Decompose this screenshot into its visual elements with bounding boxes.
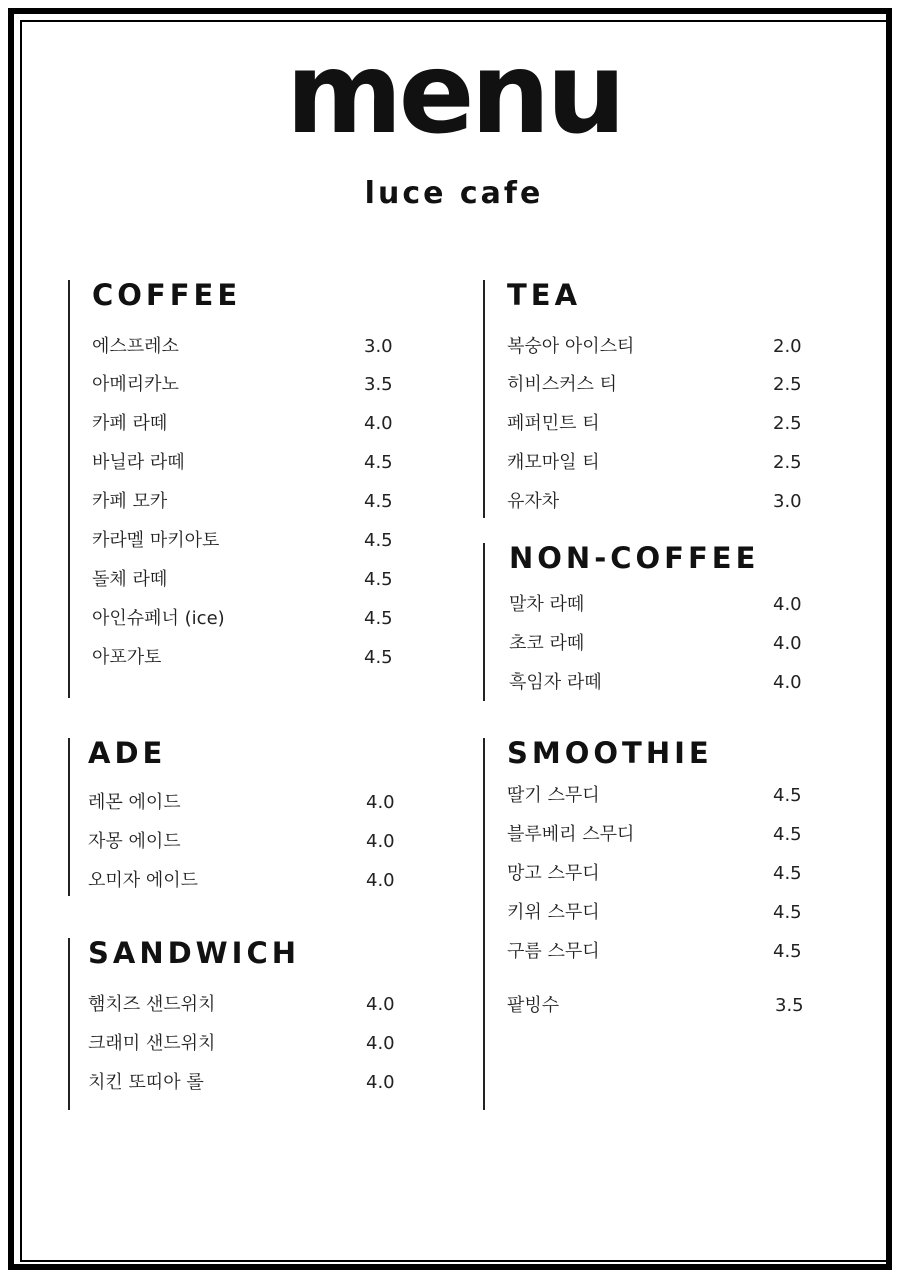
section-heading: SANDWICH	[88, 936, 301, 970]
section-divider	[68, 280, 70, 698]
section-heading: COFFEE	[92, 278, 242, 312]
section-divider	[68, 738, 70, 896]
menu-item-name: 오미자 에이드	[88, 870, 199, 891]
menu-item-name: 복숭아 아이스티	[507, 336, 635, 357]
menu-item-name: 돌체 라떼	[92, 569, 168, 590]
menu-item-name: 카라멜 마키아토	[92, 530, 220, 551]
section-sandwich	[68, 938, 408, 1110]
menu-item-price: 3.5	[364, 374, 393, 395]
menu-item-name: 햄치즈 샌드위치	[88, 994, 216, 1015]
menu-item-name: 초코 라떼	[509, 633, 585, 654]
menu-item-name: 카페 라떼	[92, 413, 168, 434]
menu-item-price: 4.5	[773, 902, 802, 923]
menu-item-name: 크래미 샌드위치	[88, 1033, 216, 1054]
menu-item-price: 2.0	[773, 336, 802, 357]
menu-item-price: 4.5	[364, 530, 393, 551]
menu-item-price: 4.0	[773, 594, 802, 615]
menu-item-price: 2.5	[773, 452, 802, 473]
menu-item-name: 카페 모카	[92, 491, 168, 512]
section-coffee	[68, 280, 408, 698]
menu-item-price: 4.5	[364, 569, 393, 590]
section-smoothie	[483, 738, 823, 1110]
menu-item-name: 아인슈페너 (ice)	[92, 608, 225, 629]
menu-item-price: 4.0	[773, 633, 802, 654]
menu-item-name: 바닐라 라떼	[92, 452, 185, 473]
menu-item-price: 4.0	[366, 870, 395, 891]
menu-item-price: 4.5	[364, 452, 393, 473]
menu-item-name: 딸기 스무디	[507, 785, 600, 806]
menu-item-name: 아포가토	[92, 647, 162, 668]
menu-item-name: 캐모마일 티	[507, 452, 600, 473]
menu-item-price: 2.5	[773, 413, 802, 434]
menu-item-price: 3.5	[775, 995, 804, 1016]
menu-item-price: 4.5	[773, 863, 802, 884]
section-heading: SMOOTHIE	[507, 736, 713, 770]
section-non-coffee	[483, 543, 823, 701]
menu-item-name: 치킨 또띠아 롤	[88, 1072, 204, 1093]
menu-item-name: 자몽 에이드	[88, 831, 181, 852]
menu-title: menu	[285, 29, 623, 159]
section-heading: ADE	[88, 736, 167, 770]
menu-item-name: 레몬 에이드	[88, 792, 181, 813]
menu-item-price: 3.0	[364, 336, 393, 357]
menu-item-price: 4.0	[366, 1033, 395, 1054]
menu-item-name: 키위 스무디	[507, 902, 600, 923]
menu-item-price: 4.5	[364, 647, 393, 668]
menu-item-price: 4.5	[773, 785, 802, 806]
menu-item-price: 4.0	[364, 413, 393, 434]
section-divider	[68, 938, 70, 1110]
menu-item-price: 4.5	[773, 941, 802, 962]
menu-item-price: 4.0	[366, 831, 395, 852]
menu-item-name: 에스프레소	[92, 336, 179, 357]
section-heading: NON-COFFEE	[509, 541, 760, 575]
menu-item-name: 망고 스무디	[507, 863, 600, 884]
menu-item-price: 4.5	[773, 824, 802, 845]
menu-item-price: 3.0	[773, 491, 802, 512]
menu-item-price: 4.0	[773, 672, 802, 693]
section-divider	[483, 738, 485, 1110]
section-ade	[68, 738, 408, 896]
menu-item-name: 팥빙수	[507, 995, 560, 1016]
menu-item-name: 아메리카노	[92, 374, 179, 395]
menu-item-name: 페퍼민트 티	[507, 413, 600, 434]
menu-item-price: 4.5	[364, 491, 393, 512]
menu-item-name: 블루베리 스무디	[507, 824, 635, 845]
section-divider	[483, 280, 485, 518]
menu-item-price: 2.5	[773, 374, 802, 395]
menu-item-name: 히비스커스 티	[507, 374, 618, 395]
menu-item-name: 말차 라떼	[509, 594, 585, 615]
section-heading: TEA	[507, 278, 582, 312]
menu-item-price: 4.0	[366, 994, 395, 1015]
menu-item-price: 4.0	[366, 792, 395, 813]
menu-item-name: 유자차	[507, 491, 560, 512]
cafe-name: luce cafe	[364, 176, 544, 211]
section-divider	[483, 543, 485, 701]
section-tea	[483, 280, 823, 518]
menu-item-price: 4.5	[364, 608, 393, 629]
menu-item-name: 구름 스무디	[507, 941, 600, 962]
menu-item-price: 4.0	[366, 1072, 395, 1093]
menu-item-name: 흑임자 라떼	[509, 672, 602, 693]
